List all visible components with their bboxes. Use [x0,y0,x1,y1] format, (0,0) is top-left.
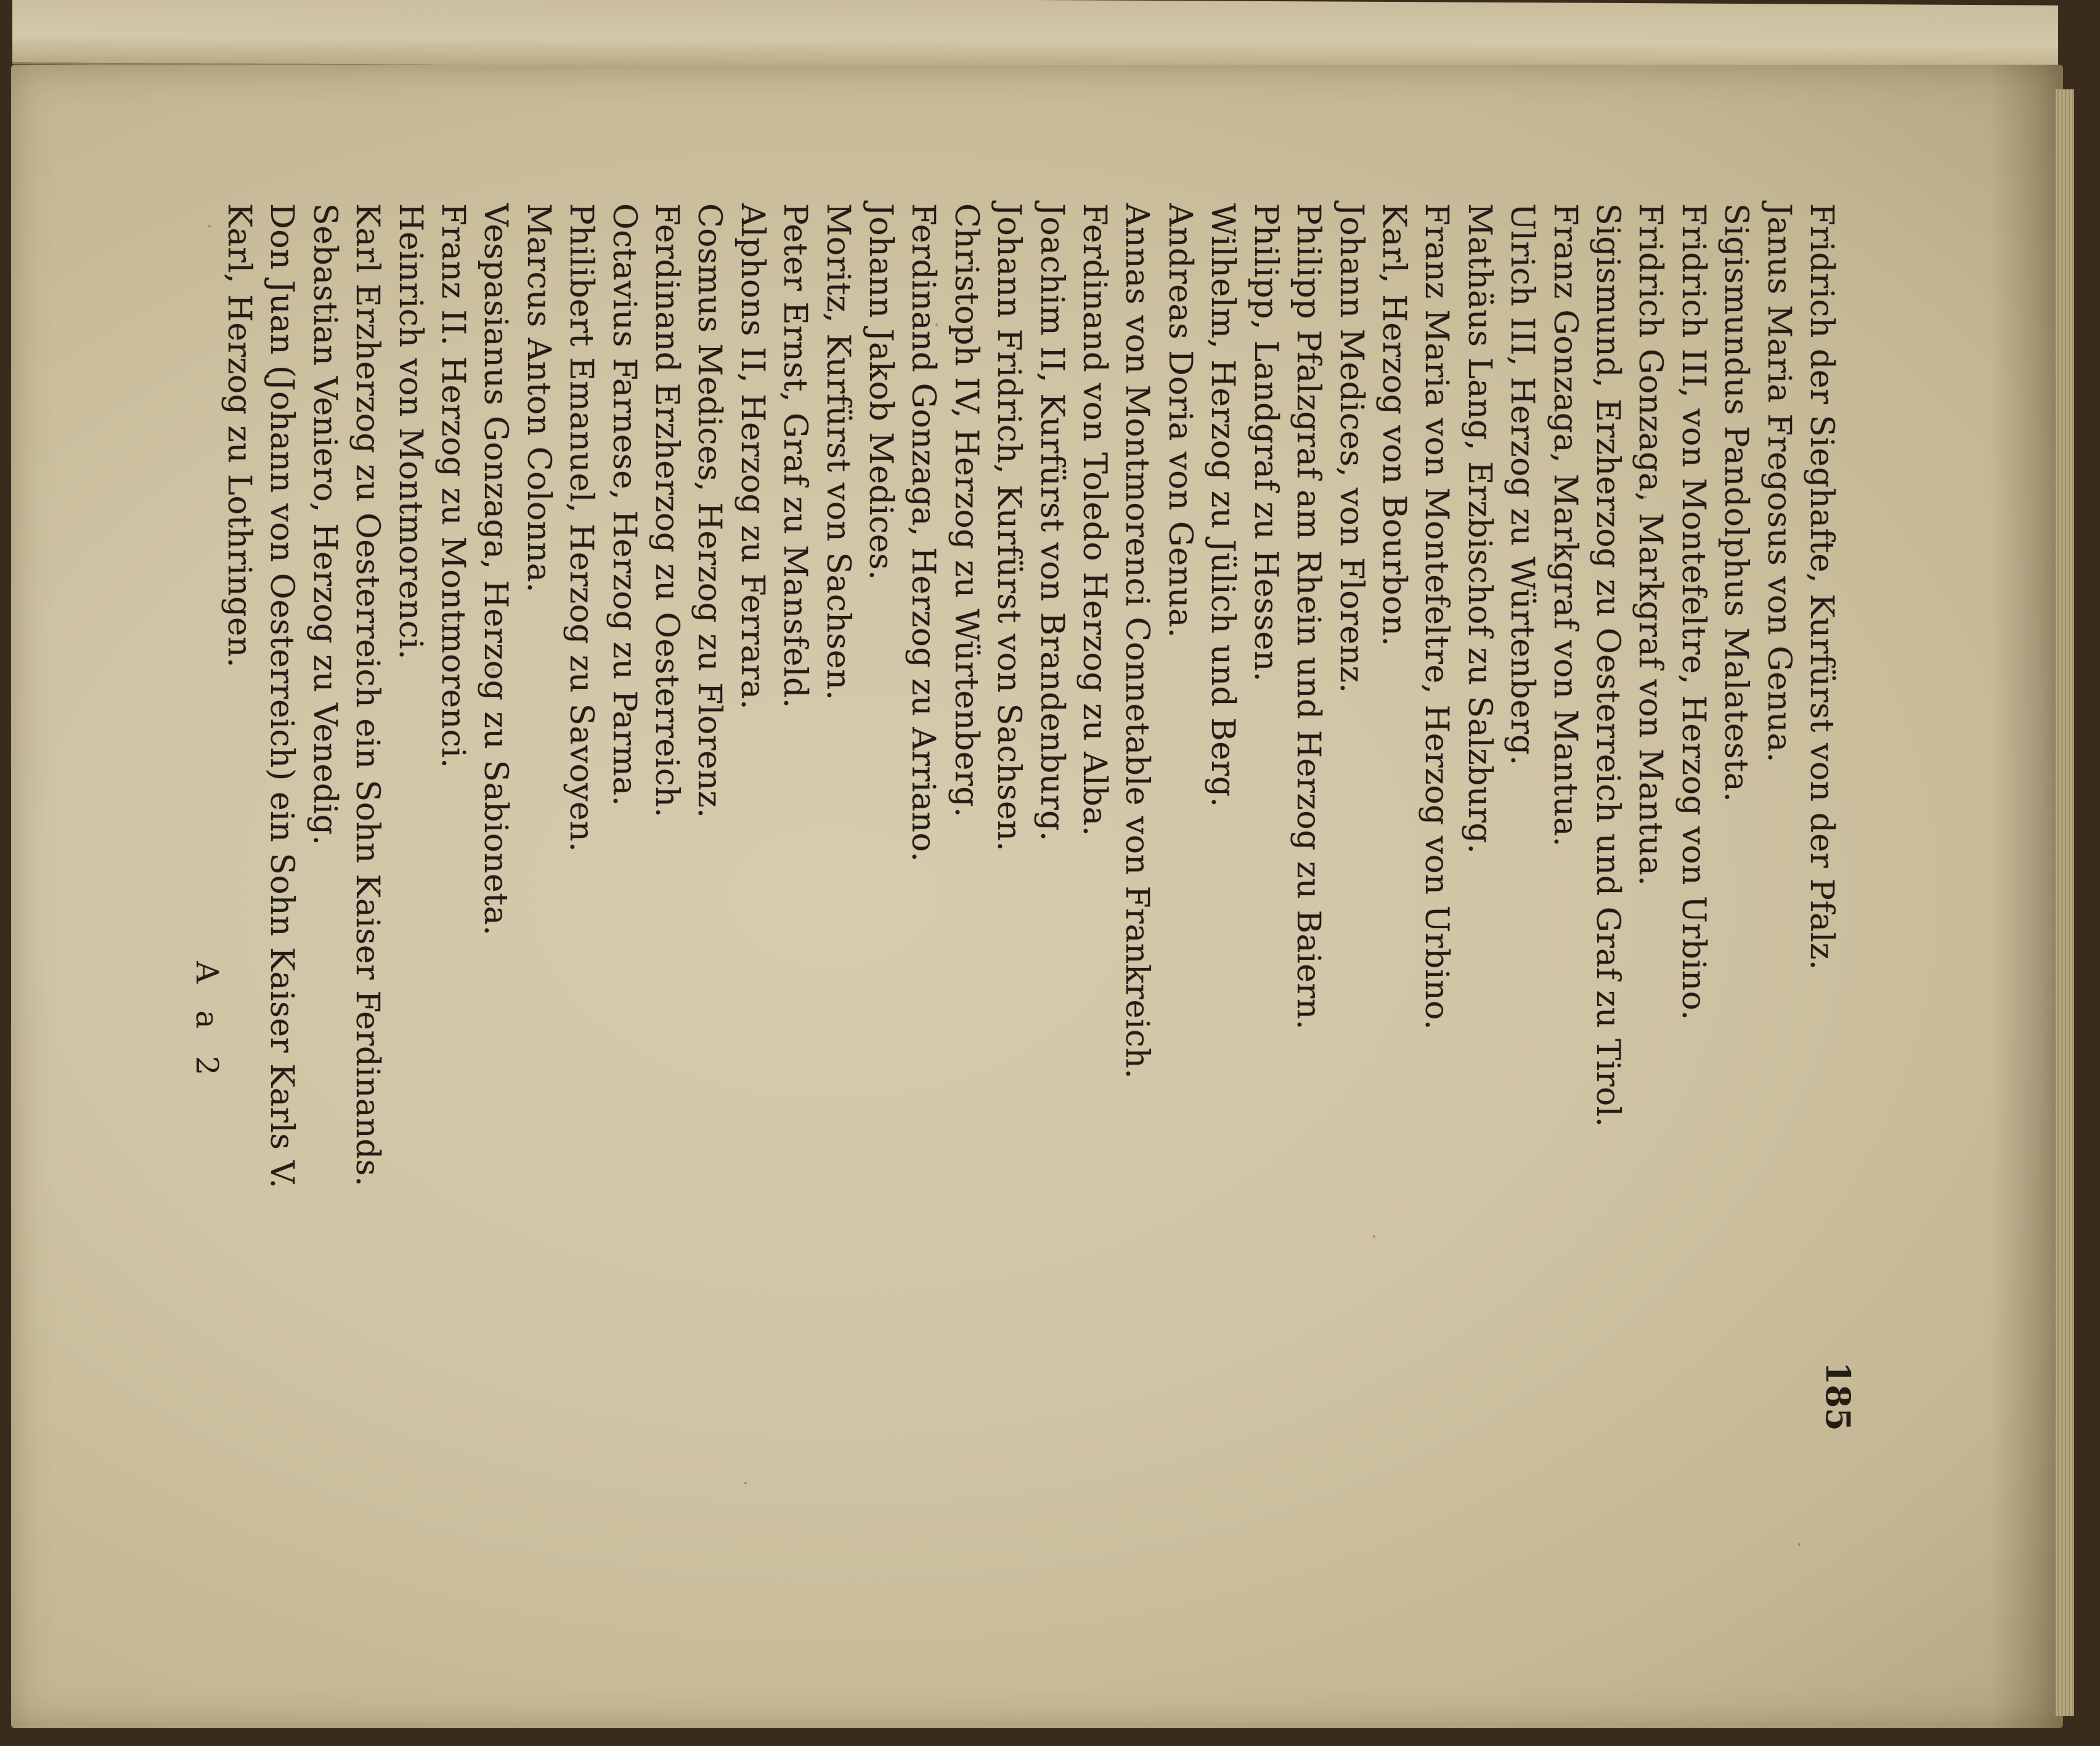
list-line: Moritz, Kurfürst von Sachsen. [819,203,857,701]
signature-mark: A a 2 [189,961,225,1084]
list-line: Franz II. Herzog zu Montmorenci. [434,203,471,769]
list-line: Karl, Herzog zu Lothringen. [220,203,258,668]
paper-speck [1798,1543,1801,1546]
list-line: Janus Maria Fregosus von Genua. [1760,203,1797,763]
list-line: Philibert Emanuel, Herzog zu Savoyen. [563,203,600,853]
list-line: Johann Medices, von Florenz. [1332,203,1370,694]
paper-speck [744,1482,747,1484]
list-line: Ferdinand Erzherzog zu Oesterreich. [648,203,686,818]
list-line: Marcus Anton Colonna. [519,203,557,593]
list-line: Franz Maria von Montefeltre, Herzog von Urbino. [1418,203,1455,1030]
list-line: Octavius Farnese, Herzog zu Parma. [605,203,643,806]
gutter-shadow [1989,65,2063,1728]
list-line: Johann Fridrich, Kurfürst von Sachsen. [990,203,1028,852]
list-line: Alphons II, Herzog zu Ferrara. [733,203,771,710]
list-line: Fridrich Gonzaga, Markgraf von Mantua. [1632,203,1669,887]
list-line: Sebastian Veniero, Herzog zu Venedig. [306,203,343,846]
list-line: Wilhelm, Herzog zu Jülich und Berg. [1204,203,1242,808]
list-line: Peter Ernst, Graf zu Mansfeld. [776,203,814,709]
list-line: Joachim II, Kurfürst von Brandenburg. [1033,203,1070,842]
list-line: Ferdinand Gonzaga, Herzog zu Arriano. [905,203,942,863]
list-line: Franz Gonzaga, Markgraf von Mantua. [1546,203,1584,847]
facing-page-edge [12,0,2058,75]
list-line: Fridrich III, von Montefeltre, Herzog von Urbino. [1674,203,1712,1021]
page-number: 185 [1818,1362,1858,1431]
list-line: Annas von Montmorenci Connetable von Frankreich. [1118,203,1156,1079]
list-line: Johann Jakob Medices. [862,203,900,581]
list-line: Christoph IV, Herzog zu Würtenberg. [947,203,985,818]
list-line: Karl, Herzog von Bourbon. [1375,203,1412,647]
list-line: Philipp Pfalzgraf am Rhein und Herzog zu Baiern. [1290,203,1327,1030]
list-line: Philipp, Landgraf zu Hessen. [1247,203,1284,682]
list-line: Andreas Doria von Genua. [1161,203,1199,638]
list-line: Ulrich III, Herzog zu Würtenberg. [1504,203,1541,766]
paper-speck [208,225,211,227]
list-line: Fridrich der Sieghafte, Kurfürst von der Pfalz. [1803,203,1840,970]
name-list [218,203,1842,1263]
list-line: Ferdinand von Toledo Herzog zu Alba. [1076,203,1113,837]
list-line: Karl Erzherzog zu Oesterreich ein Sohn Kaiser Ferdinands. [349,203,386,1187]
list-line: Heinrich von Montmorenci. [391,203,429,660]
list-line: Don Juan (Johann von Oesterreich) ein Sohn Kaiser Karls V. [263,203,301,1189]
list-line: Mathäus Lang, Erzbischof zu Salzburg. [1460,203,1498,855]
list-line: Vespasianus Gonzaga, Herzog zu Sabioneta. [477,203,515,936]
page-stack-edge [2056,89,2074,1716]
list-line: Sigismundus Pandolphus Malatesta. [1717,203,1755,803]
list-line: Sigismund, Erzherzog zu Oesterreich und Graf zu Tirol. [1589,203,1626,1127]
list-line: Cosmus Medices, Herzog zu Florenz. [691,203,728,819]
